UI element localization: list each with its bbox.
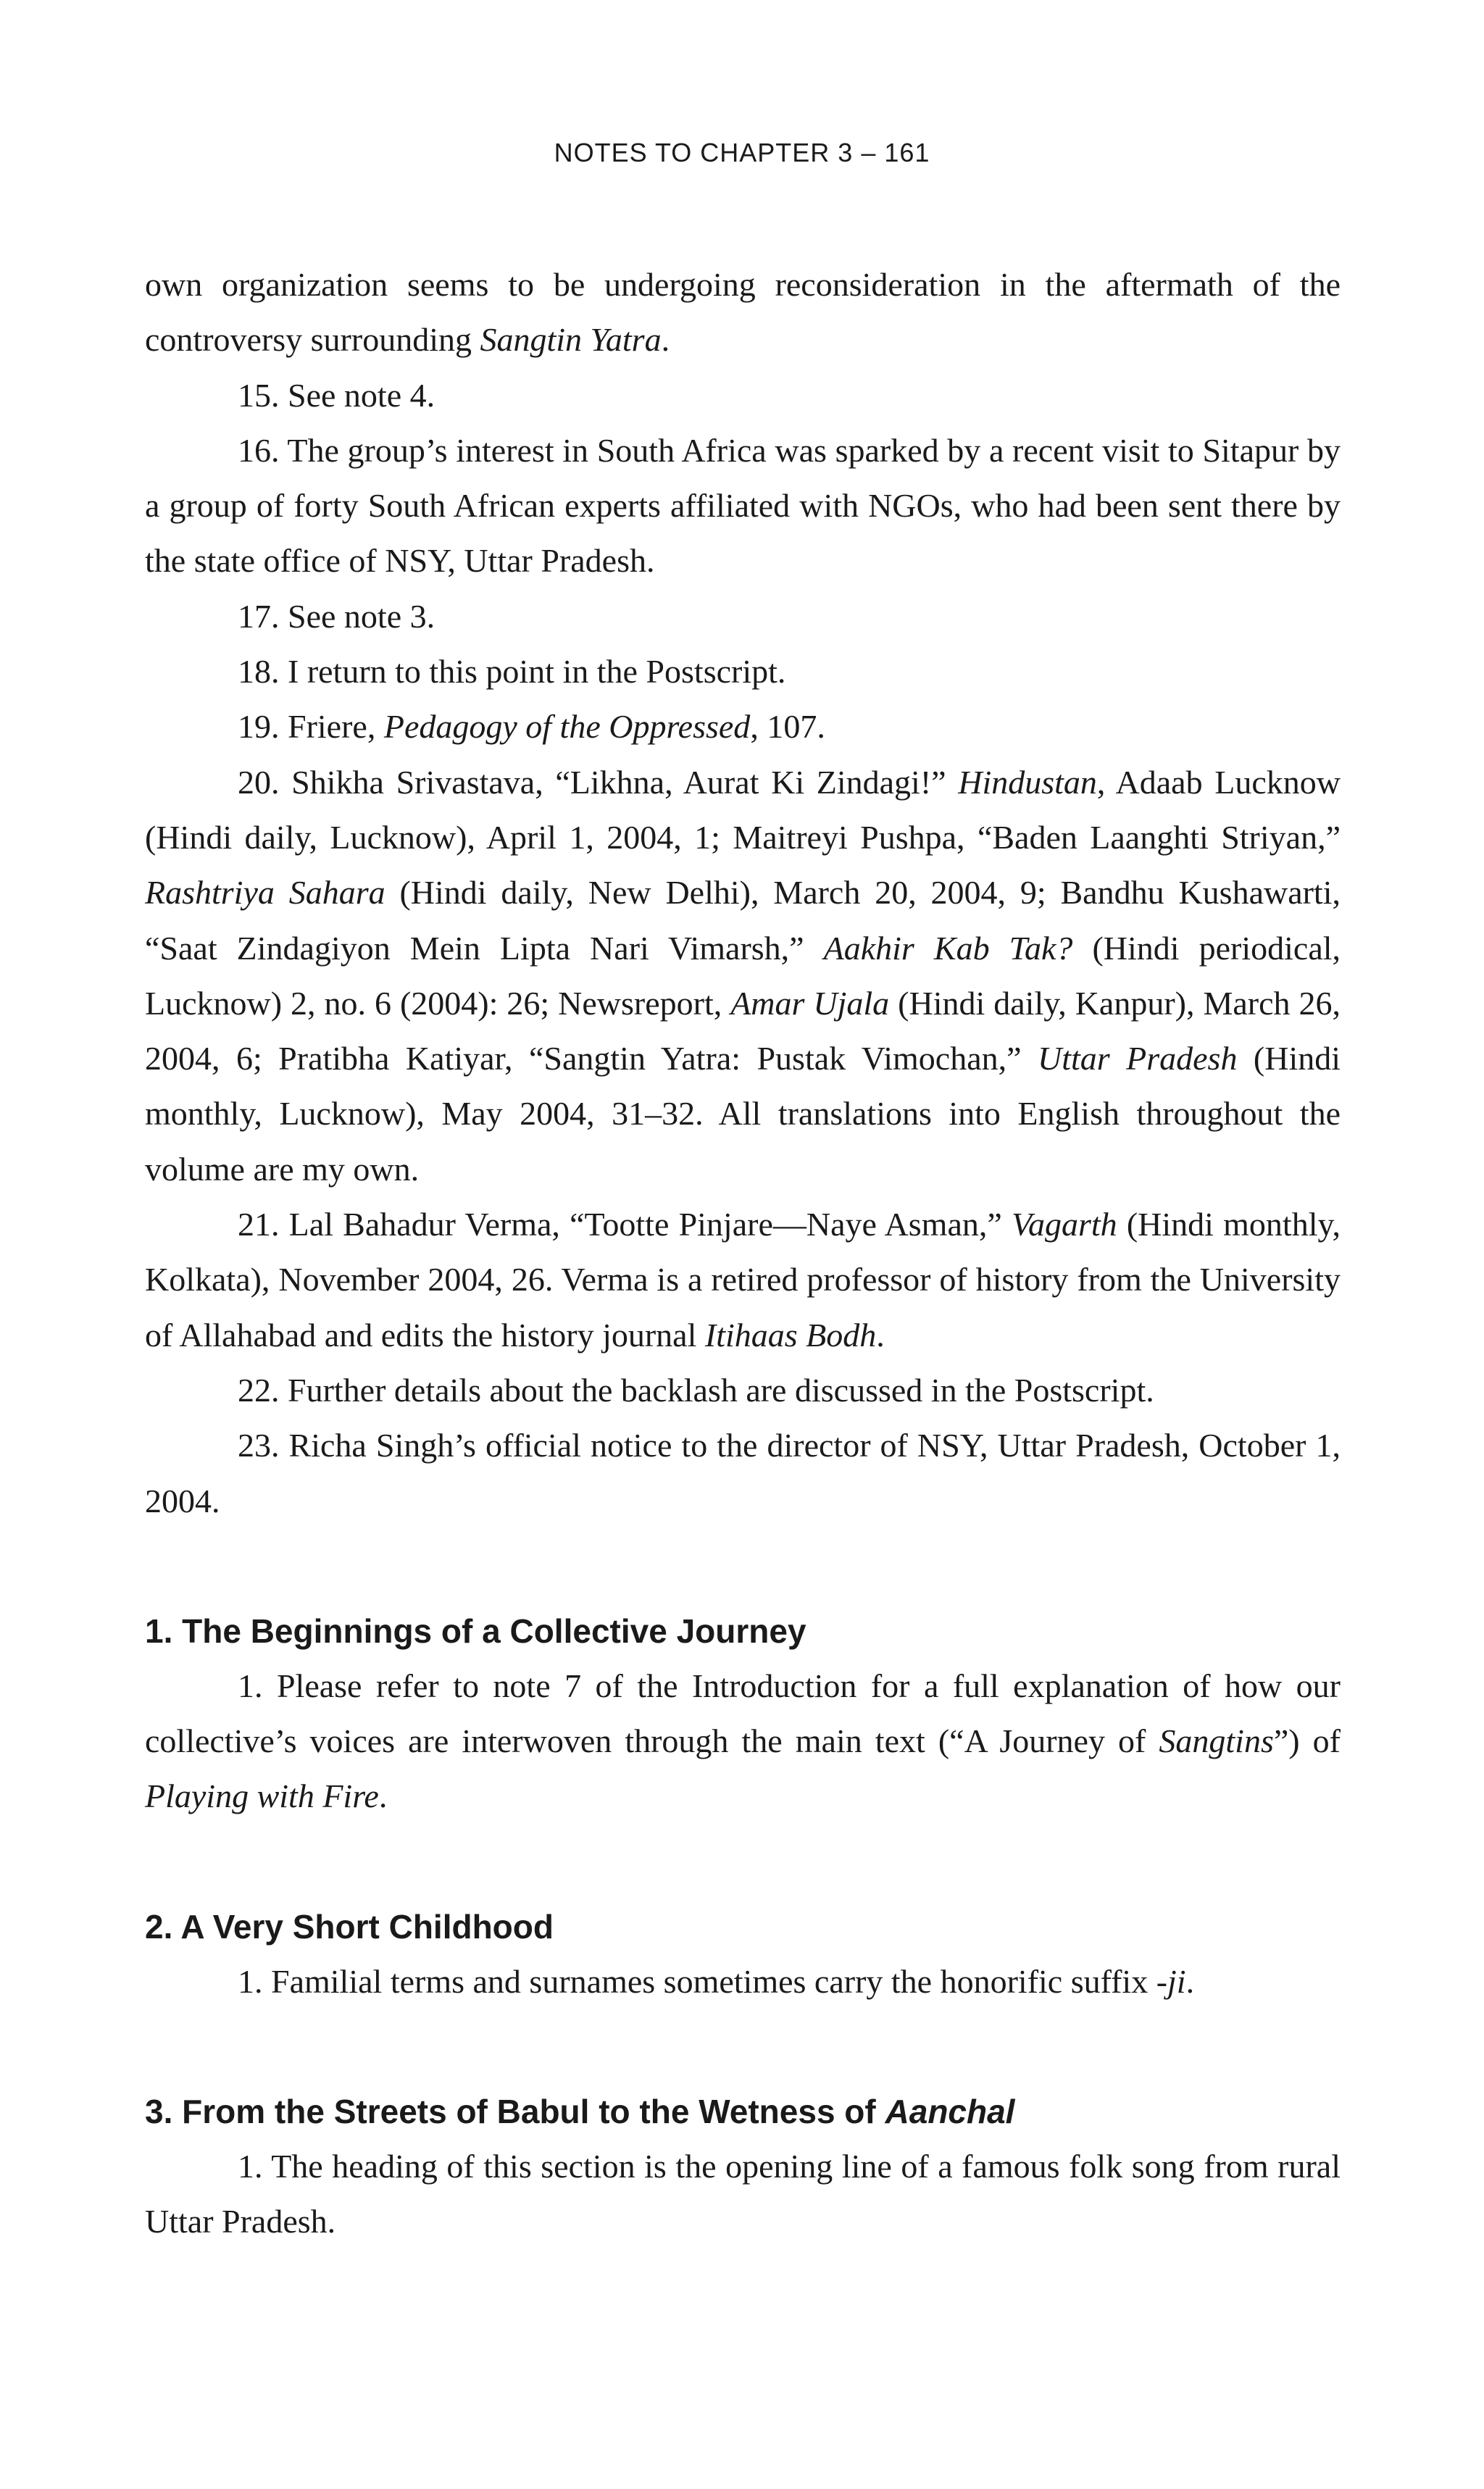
note-22: 22. Further details about the backlash are discussed in the Postscript.: [238, 1371, 1154, 1409]
note-16: 16. The group’s interest in South Africa was sparked by a recent visit to Sitapur by a group of forty South African experts affiliated with NGOs, who had been sent there by the state office of NSY, Uttar Pradesh.: [145, 431, 1341, 580]
note-17: 17. See note 3.: [238, 597, 435, 635]
running-head: NOTES TO CHAPTER 3 – 161: [554, 138, 930, 167]
note-20: 20. Shikha Srivastava, “Likhna, Aurat Ki Zindagi!” Hindustan, Adaab Lucknow (Hindi daily, Lucknow), April 1, 2004, 1; Maitreyi Pushpa, “Baden Laanghti Striyan,” Rashtriya Sahara (Hindi daily, New Delhi), March 20, 2004, 9; Bandhu Kushawarti, “Saat Zindagiyon Mein Lipta Nari Vimarsh,” Aakhir Kab Tak? (Hindi periodical, Lucknow) 2, no. 6 (2004): 26; Newsreport, Amar Ujala (Hindi daily, Kanpur), March 26, 2004, 6; Pratibha Katiyar, “Sangtin Yatra: Pustak Vimochan,” Uttar Pradesh (Hindi monthly, Lucknow), May 2004, 31–32. All translations into English throughout the volume are my own.: [145, 763, 1341, 1188]
note-23: 23. Richa Singh’s official notice to the director of NSY, Uttar Pradesh, October 1, 2004.: [145, 1427, 1341, 1519]
notes-body: [145, 257, 1341, 2250]
note-21: 21. Lal Bahadur Verma, “Tootte Pinjare—Naye Asman,” Vagarth (Hindi monthly, Kolkata), November 2004, 26. Verma is a retired professor of history from the University of Allahabad and edits the history journal Itihaas Bodh.: [145, 1206, 1341, 1354]
note-19: 19. Friere, Pedagogy of the Oppressed, 107.: [238, 708, 825, 746]
section-2-note-1: 1. Familial terms and surnames sometimes carry the honorific suffix -ji.: [238, 1962, 1195, 2000]
note-15: 15. See note 4.: [238, 376, 435, 414]
section-heading-2: 2. A Very Short Childhood: [145, 1907, 554, 1946]
section-heading-1: 1. The Beginnings of a Collective Journey: [145, 1612, 806, 1650]
section-3-note-1: 1. The heading of this section is the opening line of a famous folk song from rural Uttar Pradesh.: [145, 2148, 1341, 2240]
section-heading-3: 3. From the Streets of Babul to the Wetness of Aanchal: [145, 2093, 1015, 2131]
note-18: 18. I return to this point in the Postscript.: [238, 653, 786, 691]
continuation-paragraph: own organization seems to be undergoing reconsideration in the aftermath of the controversy surrounding Sangtin Yatra.: [145, 266, 1341, 359]
section-1-note-1: 1. Please refer to note 7 of the Introduction for a full explanation of how our collective’s voices are interwoven through the main text (“A Journey of Sangtins”) of Playing with Fire.: [145, 1667, 1341, 1815]
